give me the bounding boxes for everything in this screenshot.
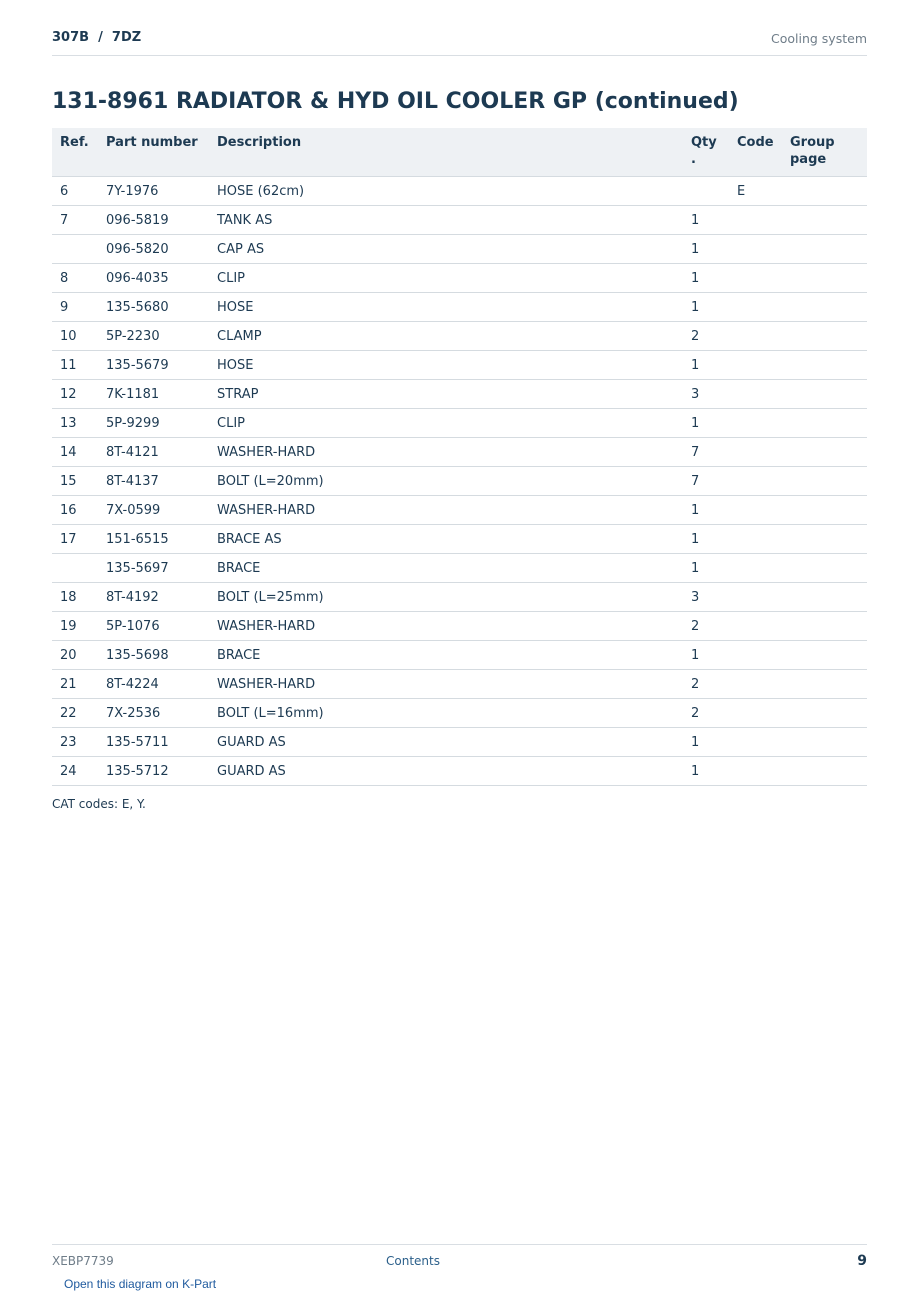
cell-qty: 1 <box>683 351 729 380</box>
cell-description: BOLT (L=20mm) <box>209 467 683 496</box>
cell-code <box>729 670 782 699</box>
group-header-line2: page <box>790 152 827 167</box>
cell-description: WASHER-HARD <box>209 438 683 467</box>
cell-part-number: 5P-1076 <box>98 612 209 641</box>
cell-part-number: 5P-2230 <box>98 322 209 351</box>
page-footer <box>52 1244 867 1269</box>
cell-code <box>729 699 782 728</box>
cell-part-number: 096-5819 <box>98 206 209 235</box>
cat-codes-note: CAT codes: E, Y. <box>52 797 146 811</box>
cell-qty: 2 <box>683 612 729 641</box>
cell-description: CLIP <box>209 409 683 438</box>
cell-qty: 1 <box>683 496 729 525</box>
cell-group-page <box>782 554 867 583</box>
table-row <box>52 235 867 264</box>
cell-group-page <box>782 728 867 757</box>
cell-ref: 19 <box>52 612 98 641</box>
cell-qty: 1 <box>683 525 729 554</box>
cell-group-page <box>782 496 867 525</box>
cell-ref <box>52 235 98 264</box>
cell-ref: 11 <box>52 351 98 380</box>
column-header-group-page <box>782 128 867 177</box>
table-row <box>52 496 867 525</box>
cell-part-number: 8T-4137 <box>98 467 209 496</box>
cell-qty: 2 <box>683 670 729 699</box>
cell-ref: 10 <box>52 322 98 351</box>
cell-code <box>729 293 782 322</box>
continued-label: (continued) <box>587 89 739 114</box>
cell-qty: 2 <box>683 699 729 728</box>
cell-part-number: 7X-2536 <box>98 699 209 728</box>
cell-description: CLIP <box>209 264 683 293</box>
cell-group-page <box>782 177 867 206</box>
cell-code <box>729 612 782 641</box>
cell-code <box>729 206 782 235</box>
cell-ref <box>52 554 98 583</box>
table-row <box>52 612 867 641</box>
cell-code <box>729 641 782 670</box>
cell-code <box>729 438 782 467</box>
page-title <box>52 89 739 114</box>
parts-table <box>52 128 867 786</box>
cell-description: BOLT (L=25mm) <box>209 583 683 612</box>
table-row <box>52 670 867 699</box>
cell-description: BRACE <box>209 554 683 583</box>
cell-qty: 1 <box>683 728 729 757</box>
qty-header-line1: Qty <box>691 135 717 150</box>
cell-part-number: 7K-1181 <box>98 380 209 409</box>
cell-qty <box>683 177 729 206</box>
cell-group-page <box>782 525 867 554</box>
cell-group-page <box>782 438 867 467</box>
document-id: XEBP7739 <box>52 1254 114 1268</box>
cell-qty: 1 <box>683 409 729 438</box>
cell-qty: 3 <box>683 380 729 409</box>
cell-description: GUARD AS <box>209 757 683 786</box>
cell-description: TANK AS <box>209 206 683 235</box>
cell-part-number: 8T-4192 <box>98 583 209 612</box>
table-row <box>52 583 867 612</box>
cell-description: WASHER-HARD <box>209 670 683 699</box>
cell-qty: 1 <box>683 264 729 293</box>
cell-ref: 17 <box>52 525 98 554</box>
cell-code <box>729 757 782 786</box>
cell-ref: 14 <box>52 438 98 467</box>
cell-description: BOLT (L=16mm) <box>209 699 683 728</box>
cell-part-number: 135-5679 <box>98 351 209 380</box>
cell-code <box>729 554 782 583</box>
cell-qty: 3 <box>683 583 729 612</box>
table-header-row <box>52 128 867 177</box>
cell-group-page <box>782 264 867 293</box>
cell-qty: 7 <box>683 467 729 496</box>
table-row <box>52 699 867 728</box>
cell-code <box>729 380 782 409</box>
table-row <box>52 322 867 351</box>
cell-ref: 18 <box>52 583 98 612</box>
cell-ref: 13 <box>52 409 98 438</box>
cell-description: HOSE (62cm) <box>209 177 683 206</box>
cell-group-page <box>782 583 867 612</box>
cell-group-page <box>782 235 867 264</box>
parts-table-body <box>52 177 867 786</box>
cell-ref: 22 <box>52 699 98 728</box>
qty-header-line2: . <box>691 152 696 167</box>
table-row <box>52 409 867 438</box>
cell-part-number: 5P-9299 <box>98 409 209 438</box>
cell-ref: 8 <box>52 264 98 293</box>
cell-part-number: 135-5698 <box>98 641 209 670</box>
cell-part-number: 096-5820 <box>98 235 209 264</box>
cell-part-number: 8T-4224 <box>98 670 209 699</box>
cell-ref: 12 <box>52 380 98 409</box>
cell-ref: 20 <box>52 641 98 670</box>
cell-group-page <box>782 467 867 496</box>
cell-qty: 1 <box>683 235 729 264</box>
contents-link[interactable]: Contents <box>386 1254 440 1268</box>
table-row <box>52 380 867 409</box>
column-header-part-number: Part number <box>98 128 209 177</box>
page-header <box>52 28 867 56</box>
cell-description: CLAMP <box>209 322 683 351</box>
group-header-line1: Group <box>790 135 835 150</box>
cell-qty: 7 <box>683 438 729 467</box>
page-number: 9 <box>857 1253 867 1269</box>
cell-description: STRAP <box>209 380 683 409</box>
cell-ref: 16 <box>52 496 98 525</box>
table-row <box>52 177 867 206</box>
cell-qty: 1 <box>683 293 729 322</box>
cell-qty: 1 <box>683 554 729 583</box>
cell-group-page <box>782 409 867 438</box>
cell-group-page <box>782 293 867 322</box>
kpart-diagram-link[interactable]: Open this diagram on K-Part <box>64 1277 217 1291</box>
table-row <box>52 728 867 757</box>
table-row <box>52 293 867 322</box>
cell-code: E <box>729 177 782 206</box>
table-row <box>52 438 867 467</box>
group-title: 131-8961 RADIATOR & HYD OIL COOLER GP <box>52 89 588 114</box>
cell-group-page <box>782 670 867 699</box>
cell-code <box>729 467 782 496</box>
cell-code <box>729 583 782 612</box>
cell-group-page <box>782 322 867 351</box>
cell-group-page <box>782 757 867 786</box>
cell-part-number: 7Y-1976 <box>98 177 209 206</box>
cell-code <box>729 525 782 554</box>
cell-description: HOSE <box>209 351 683 380</box>
cell-description: GUARD AS <box>209 728 683 757</box>
column-header-code: Code <box>729 128 782 177</box>
cell-code <box>729 322 782 351</box>
cell-code <box>729 351 782 380</box>
cell-part-number: 8T-4121 <box>98 438 209 467</box>
cell-ref: 7 <box>52 206 98 235</box>
table-row <box>52 757 867 786</box>
cell-code <box>729 264 782 293</box>
section-label: Cooling system <box>771 31 867 46</box>
cell-part-number: 135-5712 <box>98 757 209 786</box>
cell-group-page <box>782 380 867 409</box>
table-row <box>52 554 867 583</box>
cell-part-number: 135-5711 <box>98 728 209 757</box>
cell-description: WASHER-HARD <box>209 612 683 641</box>
cell-code <box>729 235 782 264</box>
cell-group-page <box>782 641 867 670</box>
column-header-description: Description <box>209 128 683 177</box>
cell-description: BRACE <box>209 641 683 670</box>
model-label: 307B / 7DZ <box>52 30 142 45</box>
cell-ref: 24 <box>52 757 98 786</box>
cell-qty: 1 <box>683 641 729 670</box>
cell-part-number: 135-5697 <box>98 554 209 583</box>
cell-ref: 21 <box>52 670 98 699</box>
cell-description: CAP AS <box>209 235 683 264</box>
cell-ref: 15 <box>52 467 98 496</box>
table-row <box>52 467 867 496</box>
cell-qty: 1 <box>683 757 729 786</box>
table-row <box>52 206 867 235</box>
cell-ref: 6 <box>52 177 98 206</box>
cell-description: HOSE <box>209 293 683 322</box>
cell-ref: 23 <box>52 728 98 757</box>
table-row <box>52 641 867 670</box>
column-header-qty <box>683 128 729 177</box>
cell-description: WASHER-HARD <box>209 496 683 525</box>
cell-qty: 2 <box>683 322 729 351</box>
table-row <box>52 351 867 380</box>
cell-ref: 9 <box>52 293 98 322</box>
cell-part-number: 7X-0599 <box>98 496 209 525</box>
cell-code <box>729 728 782 757</box>
cell-part-number: 135-5680 <box>98 293 209 322</box>
cell-qty: 1 <box>683 206 729 235</box>
cell-description: BRACE AS <box>209 525 683 554</box>
cell-group-page <box>782 699 867 728</box>
cell-group-page <box>782 612 867 641</box>
cell-group-page <box>782 351 867 380</box>
cell-code <box>729 409 782 438</box>
cell-part-number: 096-4035 <box>98 264 209 293</box>
cell-code <box>729 496 782 525</box>
cell-group-page <box>782 206 867 235</box>
cell-part-number: 151-6515 <box>98 525 209 554</box>
table-row <box>52 264 867 293</box>
table-row <box>52 525 867 554</box>
column-header-ref: Ref. <box>52 128 98 177</box>
